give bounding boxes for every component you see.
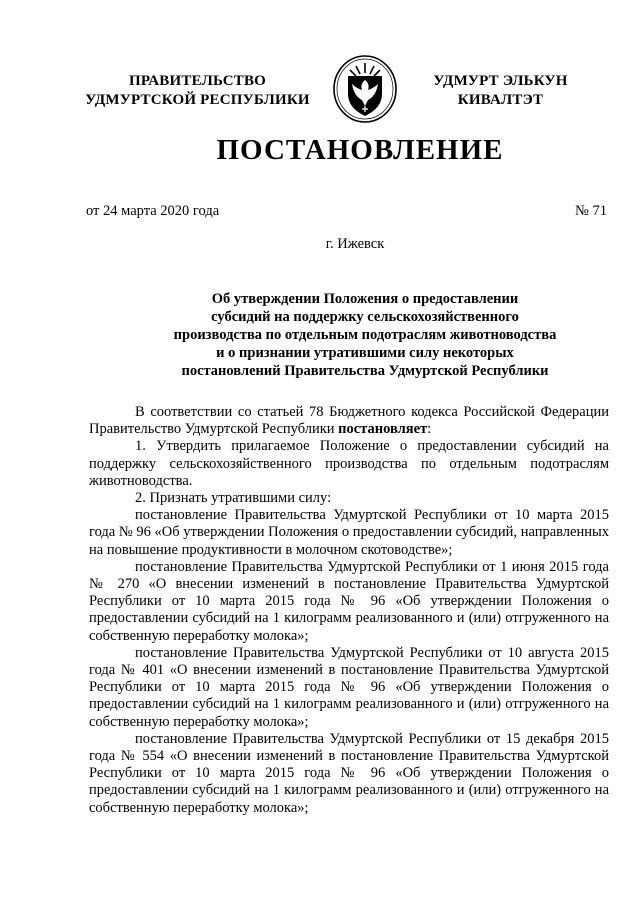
document-city: г. Ижевск — [325, 236, 385, 252]
document-number: № 71 — [575, 203, 607, 219]
document-body — [89, 404, 609, 817]
issuer-udm-line-1: УДМУРТ ЭЛЬКУН — [433, 73, 568, 89]
udmurt-coat-of-arms-icon — [330, 54, 400, 124]
issuer-name-russian — [85, 72, 310, 110]
item-2-paragraph: 2. Признать утратившими силу: — [135, 490, 332, 507]
repealed-act-item: постановление Правительства Удмуртской Республики от 10 марта 2015 года № 96 «Об утверждении Положения о предоставлении субсидий, направленных на повышение продуктивности в молочном скотоводстве»; — [89, 507, 609, 558]
subject-line: субсидий на поддержку сельскохозяйственного — [211, 309, 519, 325]
subject-line: и о признании утратившими силу некоторых — [216, 345, 514, 361]
repealed-act-item: постановление Правительства Удмуртской Республики от 15 декабря 2015 года № 554 «О внесении изменений в постановление Правительства Удмуртской Республики от 10 марта 2015 года № 96 «Об утверждении Положения о предоставлении субсидий на 1 килограмм реализованного и (или) отгруженного на собственную переработку молока»; — [89, 730, 609, 816]
issuer-udm-line-2: КИВАЛТЭТ — [457, 92, 544, 108]
intro-text: В соответствии со статьей 78 Бюджетного кодекса Российской Федерации Правительство Удмуртской Республики — [89, 404, 609, 438]
intro-paragraph — [89, 404, 609, 438]
intro-colon: : — [427, 421, 432, 438]
item-1-paragraph: 1. Утвердить прилагаемое Положение о предоставлении субсидий на поддержку сельскохозяйственного производства по отдельным подотраслям животноводства. — [89, 438, 609, 489]
issuer-line-2: УДМУРТСКОЙ РЕСПУБЛИКИ — [85, 92, 310, 108]
subject-line: Об утверждении Положения о предоставлении — [211, 291, 519, 307]
repealed-act-item: постановление Правительства Удмуртской Республики от 10 августа 2015 года № 401 «О внесении изменений в постановление Правительства Удмуртской Республики от 10 марта 2015 года № 96 «Об утверждении Положения о предоставлении субсидий на 1 килограмм реализованного и (или) отгруженного на собственную переработку молока»; — [89, 644, 609, 730]
issuer-name-udmurt — [418, 72, 583, 110]
document-subject — [110, 290, 620, 380]
issuer-line-1: ПРАВИТЕЛЬСТВО — [128, 73, 267, 89]
subject-line: производства по отдельным подотраслям животноводства — [173, 327, 557, 343]
document-type-title: ПОСТАНОВЛЕНИЕ — [216, 134, 504, 166]
document-date: от 24 марта 2020 года — [86, 203, 220, 219]
subject-line: постановлений Правительства Удмуртской Республики — [181, 363, 549, 379]
intro-bold-word: постановляет — [338, 421, 428, 438]
repealed-act-item: постановление Правительства Удмуртской Республики от 1 июня 2015 года № 270 «О внесении изменений в постановление Правительства Удмуртской Республики от 10 марта 2015 года № 96 «Об утверждении Положения о предоставлении субсидий на 1 килограмм реализованного и (или) отгруженного на собственную переработку молока»; — [89, 558, 609, 644]
